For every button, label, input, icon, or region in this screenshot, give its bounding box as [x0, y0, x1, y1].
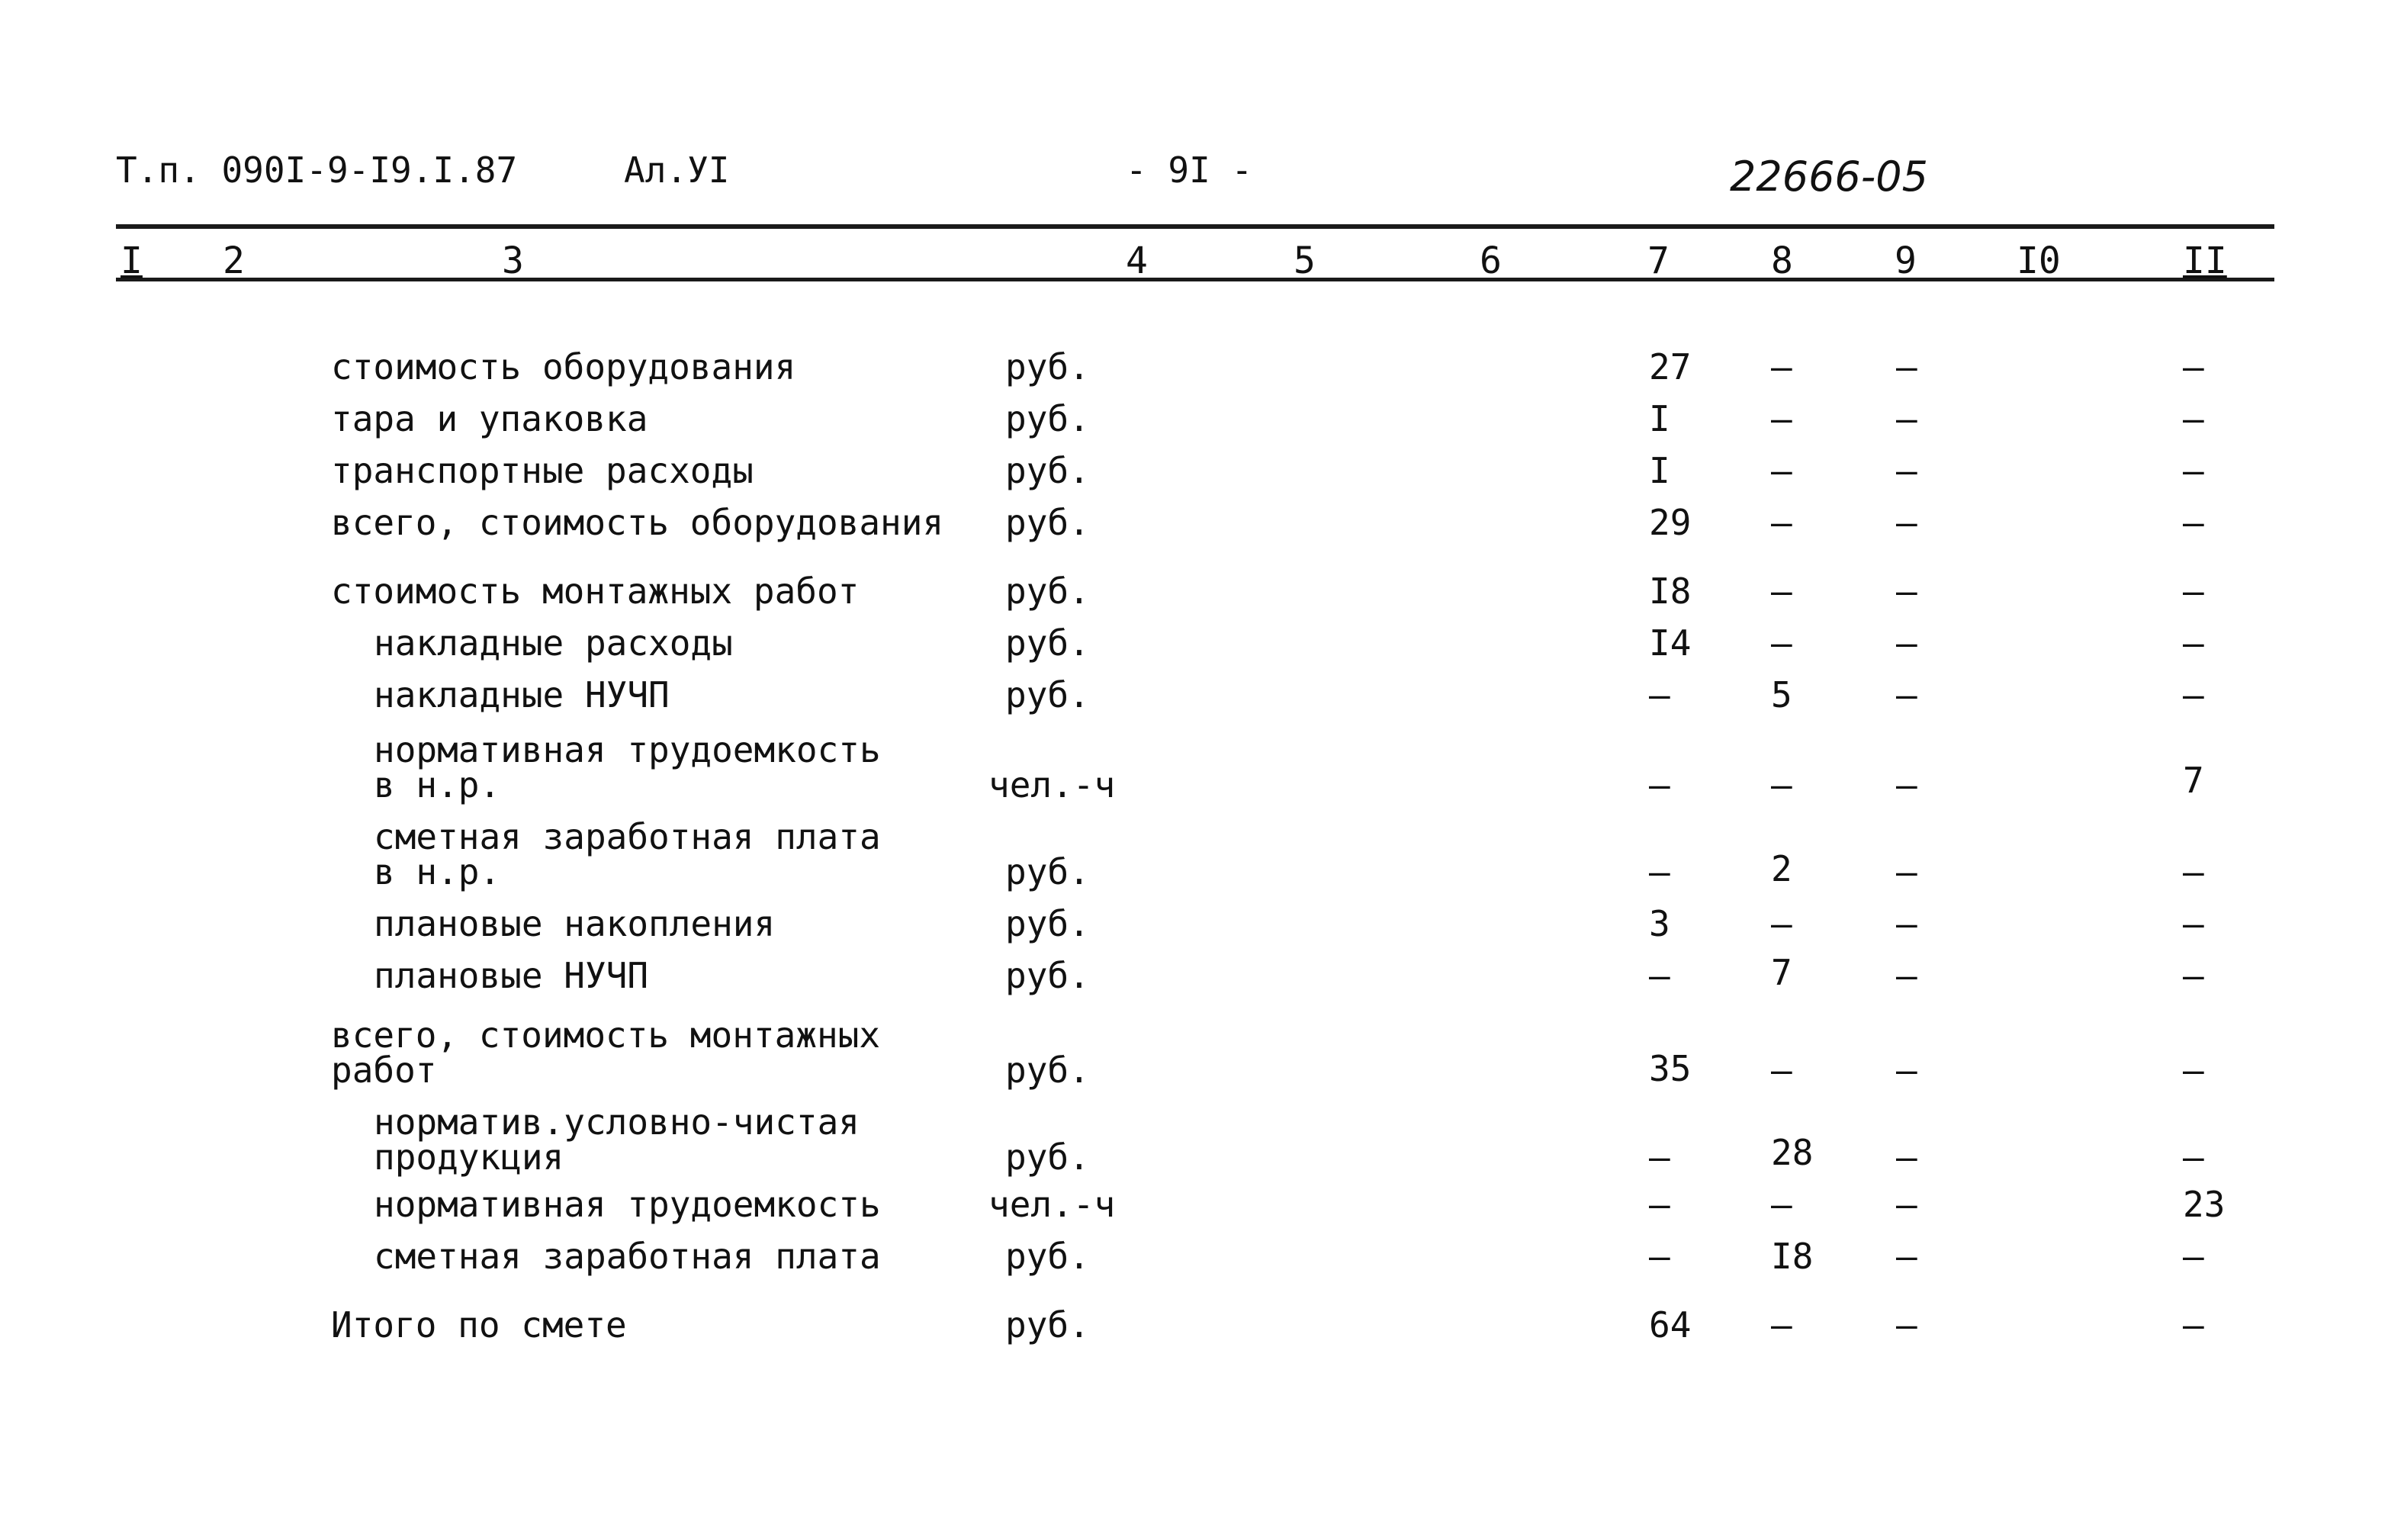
row-value-col8: – — [1771, 571, 1792, 612]
row-unit: руб. — [1005, 450, 1090, 491]
row-label: норматив.условно-чистая продукция — [374, 1101, 860, 1178]
header-bottom-rule — [116, 278, 2274, 281]
row-value-col11: – — [2183, 1050, 2204, 1091]
row-value-col9: – — [1896, 622, 1917, 664]
row-label: всего, стоимость монтажных работ — [331, 1014, 881, 1091]
row-label: плановые накопления — [374, 903, 776, 944]
row-value-col9: – — [1896, 571, 1917, 612]
row-value-col11: – — [2183, 851, 2204, 892]
row-value-col8: – — [1771, 764, 1792, 805]
row-value-col9: – — [1896, 1137, 1917, 1178]
row-value-col7: I8 — [1649, 571, 1692, 612]
row-label: Итого по смете — [331, 1304, 627, 1345]
row-label: стоимость монтажных работ — [331, 571, 860, 612]
row-unit: руб. — [1005, 1137, 1090, 1178]
row-value-col9: – — [1896, 450, 1917, 491]
row-value-col11: – — [2183, 1236, 2204, 1277]
row-value-col11: – — [2183, 955, 2204, 996]
row-value-col8: – — [1771, 1184, 1792, 1225]
row-value-col9: – — [1896, 346, 1917, 387]
row-value-col9: – — [1896, 1050, 1917, 1091]
page-number: - 9I - — [1126, 149, 1253, 191]
row-value-col11: – — [2183, 1304, 2204, 1345]
row-value-col7: 3 — [1649, 903, 1670, 944]
row-value-col7: 29 — [1649, 502, 1692, 543]
doc-number: 22666-05 — [1730, 153, 1928, 201]
row-value-col7: – — [1649, 764, 1670, 805]
col-number-11: II — [2183, 240, 2227, 282]
row-value-col8: – — [1771, 450, 1792, 491]
row-unit: руб. — [1005, 502, 1090, 543]
row-value-col11: – — [2183, 903, 2204, 944]
row-value-col11: – — [2183, 398, 2204, 439]
row-label: всего, стоимость оборудования — [331, 502, 944, 543]
row-unit: руб. — [1005, 1236, 1090, 1277]
row-unit: руб. — [1005, 903, 1090, 944]
row-unit: руб. — [1005, 622, 1090, 664]
row-value-col7: – — [1649, 1137, 1670, 1178]
row-value-col11: – — [2183, 571, 2204, 612]
row-value-col7: 35 — [1649, 1048, 1692, 1089]
row-unit: чел.-ч — [988, 1184, 1116, 1225]
row-label: накладные расходы — [374, 622, 733, 664]
doc-code: Т.п. 090I-9-I9.I.87 — [116, 149, 518, 191]
row-value-col9: – — [1896, 1304, 1917, 1345]
col-number-2: 2 — [223, 240, 245, 282]
row-value-col7: – — [1649, 1184, 1670, 1225]
col-number-7: 7 — [1647, 240, 1670, 282]
row-value-col11: – — [2183, 674, 2204, 715]
row-value-col8: – — [1771, 1304, 1792, 1345]
row-value-col8: I8 — [1771, 1236, 1814, 1277]
row-value-col8: 5 — [1771, 674, 1792, 715]
row-value-col7: – — [1649, 955, 1670, 996]
row-unit: руб. — [1005, 674, 1090, 715]
row-label: транспортные расходы — [331, 450, 754, 491]
row-value-col7: I — [1649, 398, 1670, 439]
row-unit: руб. — [1005, 955, 1090, 996]
row-value-col11: 23 — [2183, 1184, 2226, 1225]
row-unit: руб. — [1005, 398, 1090, 439]
row-label: стоимость оборудования — [331, 346, 796, 387]
row-value-col9: – — [1896, 1184, 1917, 1225]
row-value-col9: – — [1896, 1236, 1917, 1277]
row-value-col8: – — [1771, 1050, 1792, 1091]
row-label: нормативная трудоемкость — [374, 1184, 881, 1225]
col-number-3: 3 — [502, 240, 524, 282]
row-value-col7: – — [1649, 851, 1670, 892]
row-value-col9: – — [1896, 903, 1917, 944]
row-value-col8: – — [1771, 346, 1792, 387]
row-value-col9: – — [1896, 764, 1917, 805]
row-label: сметная заработная плата — [374, 1236, 881, 1277]
header-top-rule — [116, 224, 2274, 229]
col-number-10: I0 — [2017, 240, 2061, 282]
row-value-col8: 2 — [1771, 848, 1792, 889]
album-number: Ал.УI — [624, 149, 730, 191]
row-unit: руб. — [1005, 1304, 1090, 1345]
row-value-col9: – — [1896, 502, 1917, 543]
row-label: накладные НУЧП — [374, 674, 670, 715]
col-number-6: 6 — [1480, 240, 1502, 282]
row-value-col7: 64 — [1649, 1304, 1692, 1345]
row-value-col9: – — [1896, 398, 1917, 439]
row-unit: чел.-ч — [988, 764, 1116, 805]
row-value-col7: I — [1649, 450, 1670, 491]
col-number-5: 5 — [1294, 240, 1316, 282]
row-unit: руб. — [1005, 1050, 1090, 1091]
row-value-col8: – — [1771, 622, 1792, 664]
row-value-col11: – — [2183, 450, 2204, 491]
col-number-4: 4 — [1126, 240, 1148, 282]
row-label: нормативная трудоемкость в н.р. — [374, 729, 881, 805]
col-number-1: I — [121, 240, 143, 282]
row-label: плановые НУЧП — [374, 955, 649, 996]
row-unit: руб. — [1005, 571, 1090, 612]
row-value-col7: – — [1649, 1236, 1670, 1277]
row-label: сметная заработная плата в н.р. — [374, 816, 881, 892]
row-value-col9: – — [1896, 955, 1917, 996]
row-value-col9: – — [1896, 674, 1917, 715]
col-number-8: 8 — [1771, 240, 1793, 282]
row-value-col8: – — [1771, 502, 1792, 543]
row-value-col8: – — [1771, 903, 1792, 944]
row-value-col8: 7 — [1771, 952, 1792, 993]
row-value-col9: – — [1896, 851, 1917, 892]
row-unit: руб. — [1005, 346, 1090, 387]
row-value-col11: – — [2183, 622, 2204, 664]
row-label: тара и упаковка — [331, 398, 648, 439]
row-value-col11: – — [2183, 502, 2204, 543]
row-unit: руб. — [1005, 851, 1090, 892]
row-value-col11: – — [2183, 346, 2204, 387]
row-value-col7: I4 — [1649, 622, 1692, 664]
row-value-col11: 7 — [2183, 760, 2204, 801]
row-value-col7: – — [1649, 674, 1670, 715]
row-value-col8: 28 — [1771, 1132, 1814, 1173]
row-value-col11: – — [2183, 1137, 2204, 1178]
row-value-col7: 27 — [1649, 346, 1692, 387]
row-value-col8: – — [1771, 398, 1792, 439]
col-number-9: 9 — [1895, 240, 1917, 282]
